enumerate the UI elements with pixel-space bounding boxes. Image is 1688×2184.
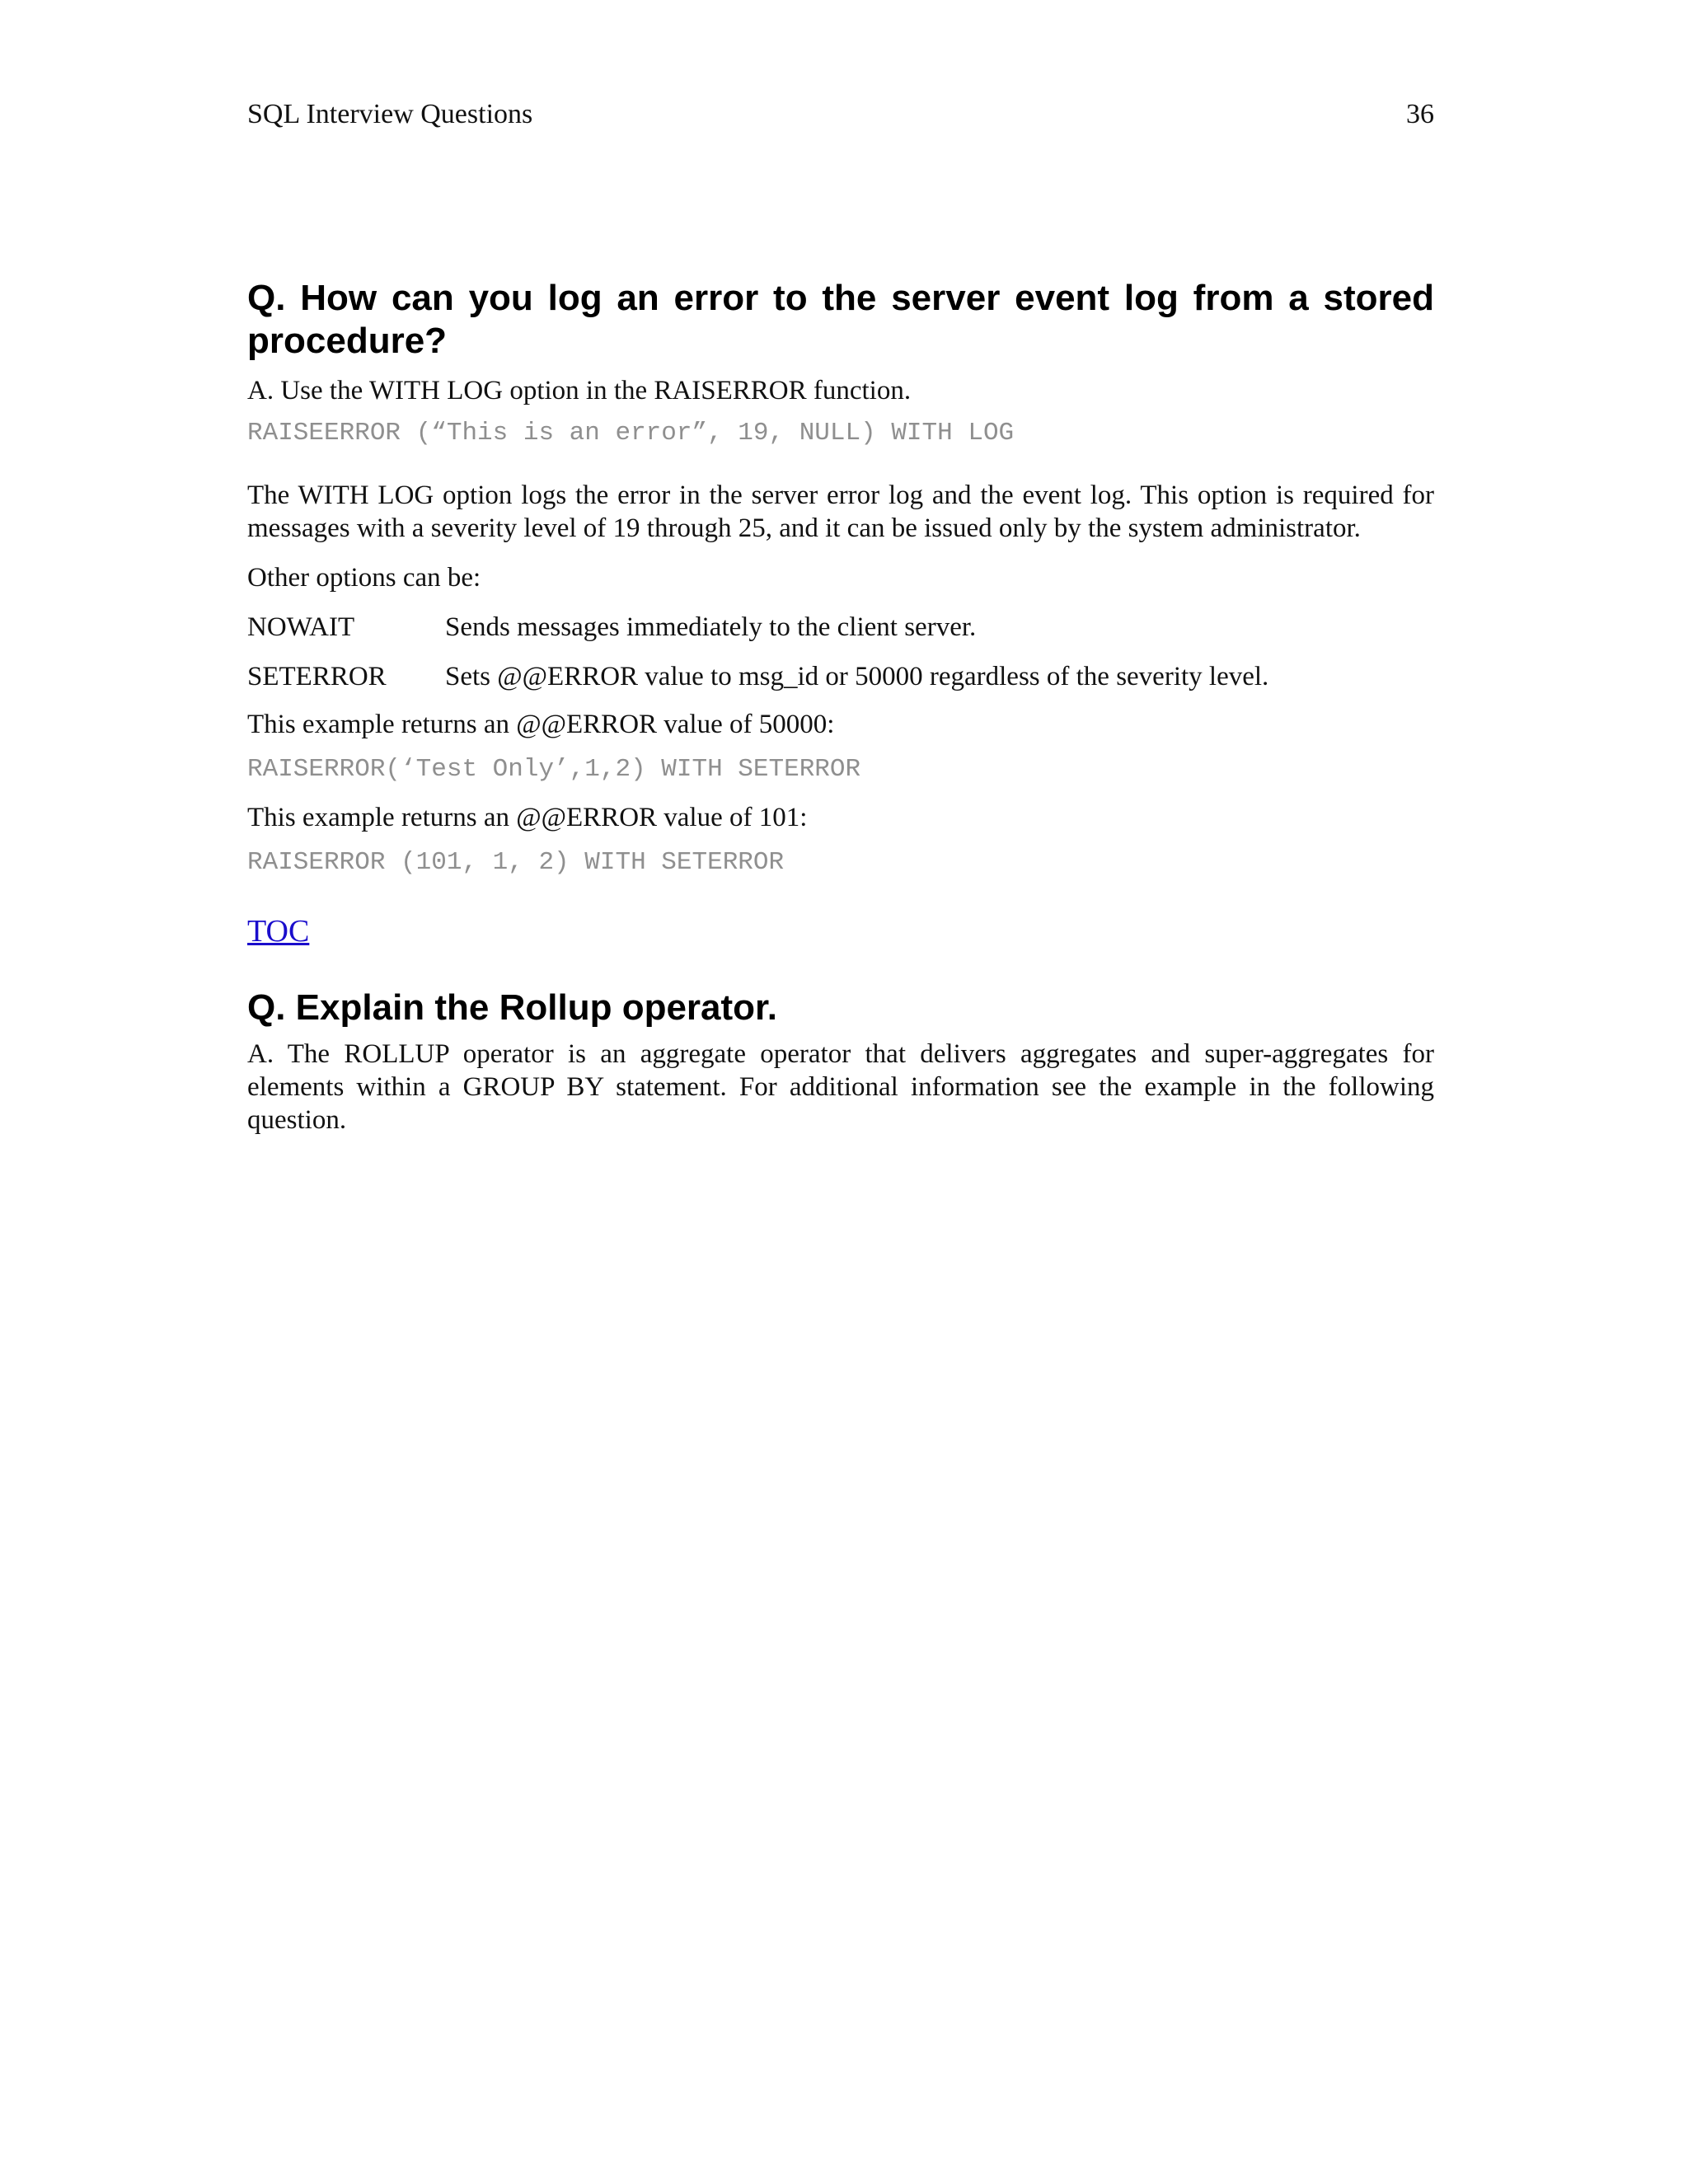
page-number: 36 xyxy=(1406,99,1434,129)
code-sample: RAISERROR (101, 1, 2) WITH SETERROR xyxy=(247,848,785,877)
option-name: SETERROR xyxy=(247,662,387,691)
option-row-nowait xyxy=(247,611,1434,644)
question-log-error xyxy=(247,277,1434,879)
code-sample: RAISEERROR (“This is an error”, 19, NULL) WITH LOG xyxy=(247,419,1015,448)
page-content xyxy=(247,277,1434,1137)
running-header xyxy=(247,97,1434,132)
header-title: SQL Interview Questions xyxy=(247,99,533,129)
option-name: NOWAIT xyxy=(247,612,355,642)
option-description: Sets @@ERROR value to msg_id or 50000 regardless of the severity level. xyxy=(445,662,1269,691)
options-intro: Other options can be: xyxy=(247,563,481,593)
option-row-seterror xyxy=(247,660,1434,693)
option-description: Sends messages immediately to the client server. xyxy=(445,612,977,642)
example-text: This example returns an @@ERROR value of 50000: xyxy=(247,710,835,739)
question-rollup xyxy=(247,987,1434,1137)
question-heading: Q. How can you log an error to the server event log from a stored procedure? xyxy=(247,278,1434,361)
example-text: This example returns an @@ERROR value of 101: xyxy=(247,803,808,832)
answer-text: A. Use the WITH LOG option in the RAISERROR function. xyxy=(247,376,912,405)
explanation-paragraph: The WITH LOG option logs the error in the server error log and the event log. This option is required for messages with a severity level of 19 through 25, and it can be issued only by the system administrator. xyxy=(247,480,1434,543)
toc-link[interactable]: TOC xyxy=(247,914,310,949)
question-heading: Q. Explain the Rollup operator. xyxy=(247,987,777,1028)
toc-container xyxy=(247,912,1434,950)
answer-paragraph: A. The ROLLUP operator is an aggregate operator that delivers aggregates and super-aggregates for elements within a GROUP BY statement. For additional information see the example in the following question. xyxy=(247,1039,1434,1135)
code-sample: RAISERROR(‘Test Only’,1,2) WITH SETERROR xyxy=(247,755,861,784)
